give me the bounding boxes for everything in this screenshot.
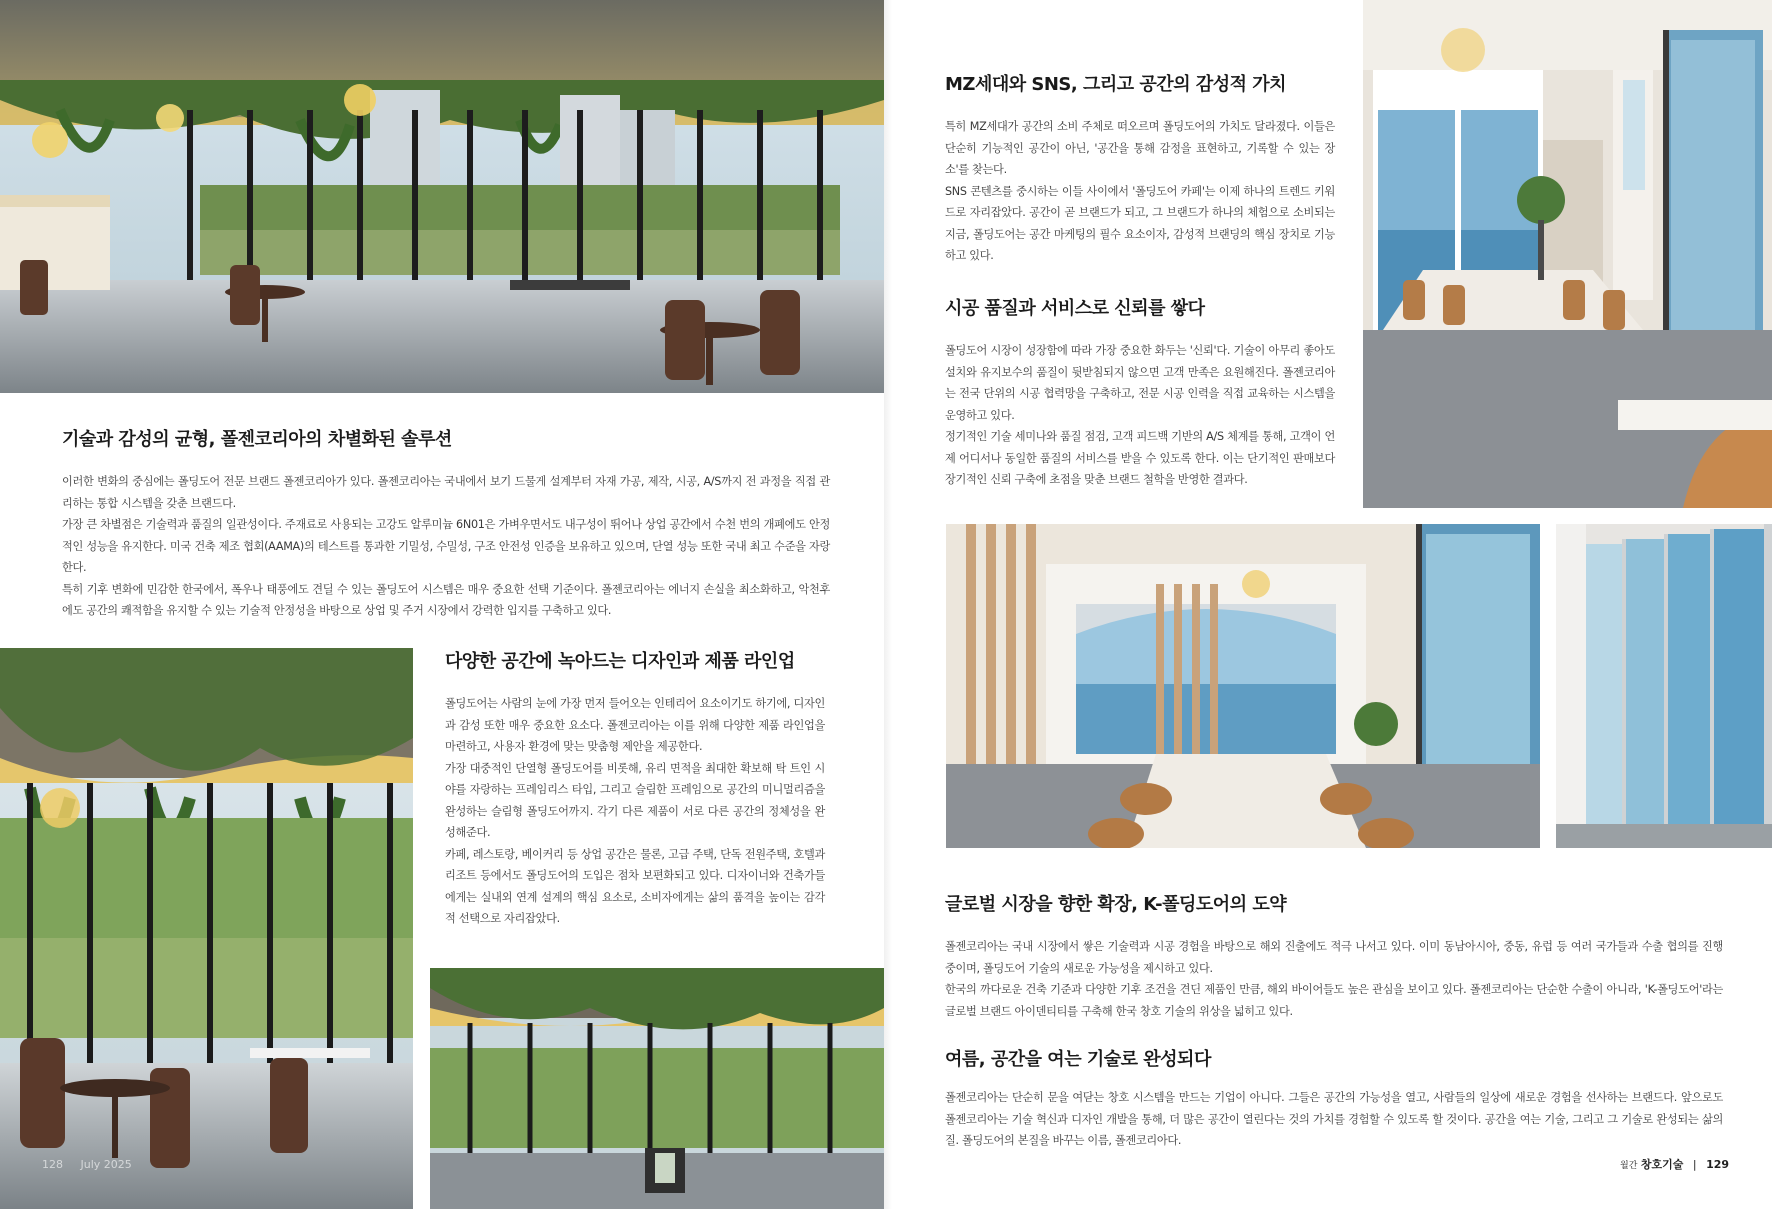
paragraph: 특히 MZ세대가 공간의 소비 주체로 떠오르며 폴딩도어의 가치도 달라졌다. 이들은 단순히 기능적인 공간이 아닌, '공간을 통해 감정을 표현하고, 기록할 수 있는 장소'를 찾는다.	[945, 120, 1335, 176]
magazine-name: 창호기술	[1640, 1158, 1684, 1171]
paragraph: SNS 콘텐츠를 중시하는 이들 사이에서 '폴딩도어 카페'는 이제 하나의 트렌드 키워드로 자리잡았다. 공간이 곧 브랜드가 되고, 그 브랜드가 하나의 체험으로 소비되는 지금, 폴딩도어는 공간 마케팅의 필수 요소이자, 감성적 브랜딩의 핵심 장치로 기능하고 있다.	[945, 184, 1335, 262]
page-number-right: 129	[1706, 1158, 1730, 1171]
heading-design: 다양한 공간에 녹아드는 디자인과 제품 라인업	[445, 651, 795, 672]
photo-cafe-terrace-left	[0, 648, 413, 1209]
section-mz	[945, 70, 1335, 267]
paragraph: 폴딩도어는 사람의 눈에 가장 먼저 들어오는 인테리어 요소이기도 하기에, 디자인과 감성 또한 매우 중요한 요소다. 폴젠코리아는 이를 위해 다양한 제품 라인업을 마련하고, 사용자 환경에 맞는 맞춤형 제안을 제공한다.	[445, 697, 825, 753]
photo-cafe-terrace-bottom	[430, 968, 884, 1209]
page-folio-right	[1620, 1156, 1729, 1172]
paragraph: 특히 기후 변화에 민감한 한국에서, 폭우나 태풍에도 견딜 수 있는 폴딩도어 시스템은 매우 중요한 선택 기준이다. 폴젠코리아는 에너지 손실을 최소화하고, 악천후에도 공간의 쾌적함을 유지할 수 있는 기술적 안정성을 바탕으로 상업 및 주거 시장에서 강력한 입지를 구축하고 있다.	[62, 582, 830, 617]
photo-folding-door-panels	[1556, 524, 1772, 848]
page-folio-left	[42, 1158, 132, 1171]
heading-trust: 시공 품질과 서비스로 신뢰를 쌓다	[945, 298, 1205, 319]
section-trust	[945, 294, 1335, 491]
page-spine	[884, 0, 892, 1209]
paragraph: 이러한 변화의 중심에는 폴딩도어 전문 브랜드 폴젠코리아가 있다. 폴젠코리아는 국내에서 보기 드물게 설계부터 자재 가공, 제작, 시공, A/S까지 전 과정을 직접 관리하는 통합 시스템을 갖춘 브랜드다.	[62, 475, 830, 510]
section-global	[945, 890, 1723, 1022]
folio-separator: |	[1692, 1158, 1697, 1171]
page-number-left: 128	[42, 1158, 63, 1171]
paragraph: 정기적인 기술 세미나와 품질 점검, 고객 피드백 기반의 A/S 체계를 통해, 고객이 언제 어디서나 동일한 품질의 서비스를 받을 수 있도록 한다. 이는 단기적인 판매보다 장기적인 신뢰 구축에 초점을 맞춘 브랜드 철학을 반영한 결과다.	[945, 430, 1335, 486]
paragraph: 가장 큰 차별점은 기술력과 품질의 일관성이다. 주재료로 사용되는 고강도 알루미늄 6N01은 가벼우면서도 내구성이 뛰어나 상업 공간에서 수천 번의 개폐에도 안정적인 성능을 유지한다. 미국 건축 제조 협회(AAMA)의 테스트를 통과한 기밀성, 수밀성, 구조 안전성 인증을 보유하고 있으며, 단열 성능 또한 국내 최고 수준을 자랑한다.	[62, 518, 830, 574]
heading-balance: 기술과 감성의 균형, 폴젠코리아의 차별화된 솔루션	[62, 429, 452, 450]
paragraph: 폴딩도어 시장이 성장함에 따라 가장 중요한 화두는 '신뢰'다. 기술이 아무리 좋아도 설치와 유지보수의 품질이 뒷받침되지 않으면 고객 만족은 요원해진다. 폴젠코리아는 전국 단위의 시공 협력망을 구축하고, 전문 시공 인력을 직접 교육하는 시스템을 운영하고 있다.	[945, 344, 1335, 422]
section-balance	[62, 425, 830, 622]
section-design	[445, 647, 825, 930]
heading-summer: 여름, 공간을 여는 기술로 완성되다	[945, 1049, 1211, 1070]
photo-ocean-dining-room	[1363, 0, 1772, 508]
paragraph: 카페, 레스토랑, 베이커리 등 상업 공간은 물론, 고급 주택, 단독 전원주택, 호텔과 리조트 등에서도 폴딩도어의 도입은 점차 보편화되고 있다. 디자이너와 건축가들에게는 실내외 연계 설계의 핵심 요소로, 소비자에게는 삶의 품격을 높이는 감각적 선택으로 자리잡았다.	[445, 847, 825, 925]
issue-date: July 2025	[80, 1158, 132, 1171]
paragraph: 가장 대중적인 단열형 폴딩도어를 비롯해, 유리 면적을 최대한 확보해 탁 트인 시야를 자랑하는 프레임리스 타입, 그리고 슬림한 프레임으로 공간의 미니멀리즘을 완성하는 슬림형 폴딩도어까지. 각기 다른 제품이 서로 다른 공간의 정체성을 완성해준다.	[445, 761, 825, 839]
paragraph: 한국의 까다로운 건축 기준과 다양한 기후 조건을 견딘 제품인 만큼, 해외 바이어들도 높은 관심을 보이고 있다. 폴젠코리아는 단순한 수출이 아니라, 'K-폴딩도어'라는 글로벌 브랜드 아이덴티티를 구축해 한국 창호 기술의 위상을 넓히고 있다.	[945, 983, 1723, 1018]
magazine-prefix: 월간	[1620, 1161, 1638, 1171]
heading-mz: MZ세대와 SNS, 그리고 공간의 감성적 가치	[945, 74, 1287, 95]
paragraph: 폴젠코리아는 단순히 문을 여닫는 창호 시스템을 만드는 기업이 아니다. 그들은 공간의 가능성을 열고, 사람들의 일상에 새로운 경험을 선사하는 브랜드다. 앞으로도 폴젠코리아는 기술 혁신과 디자인 개발을 통해, 더 많은 공간이 열린다는 것의 가치를 경험할 수 있도록 할 것이다. 공간을 여는 기술, 그리고 그 기술로 완성되는 삶의 질. 폴딩도어의 본질을 바꾸는 이름, 폴젠코리아다.	[945, 1091, 1723, 1147]
photo-ocean-hall-folding-door	[946, 524, 1540, 848]
paragraph: 폴젠코리아는 국내 시장에서 쌓은 기술력과 시공 경험을 바탕으로 해외 진출에도 적극 나서고 있다. 이미 동남아시아, 중동, 유럽 등 여러 국가들과 수출 협의를 진행 중이며, 폴딩도어 기술의 새로운 가능성을 제시하고 있다.	[945, 940, 1723, 975]
heading-global: 글로벌 시장을 향한 확장, K-폴딩도어의 도약	[945, 894, 1287, 915]
section-summer	[945, 1045, 1723, 1152]
photo-cafe-terrace-wide	[0, 0, 884, 393]
